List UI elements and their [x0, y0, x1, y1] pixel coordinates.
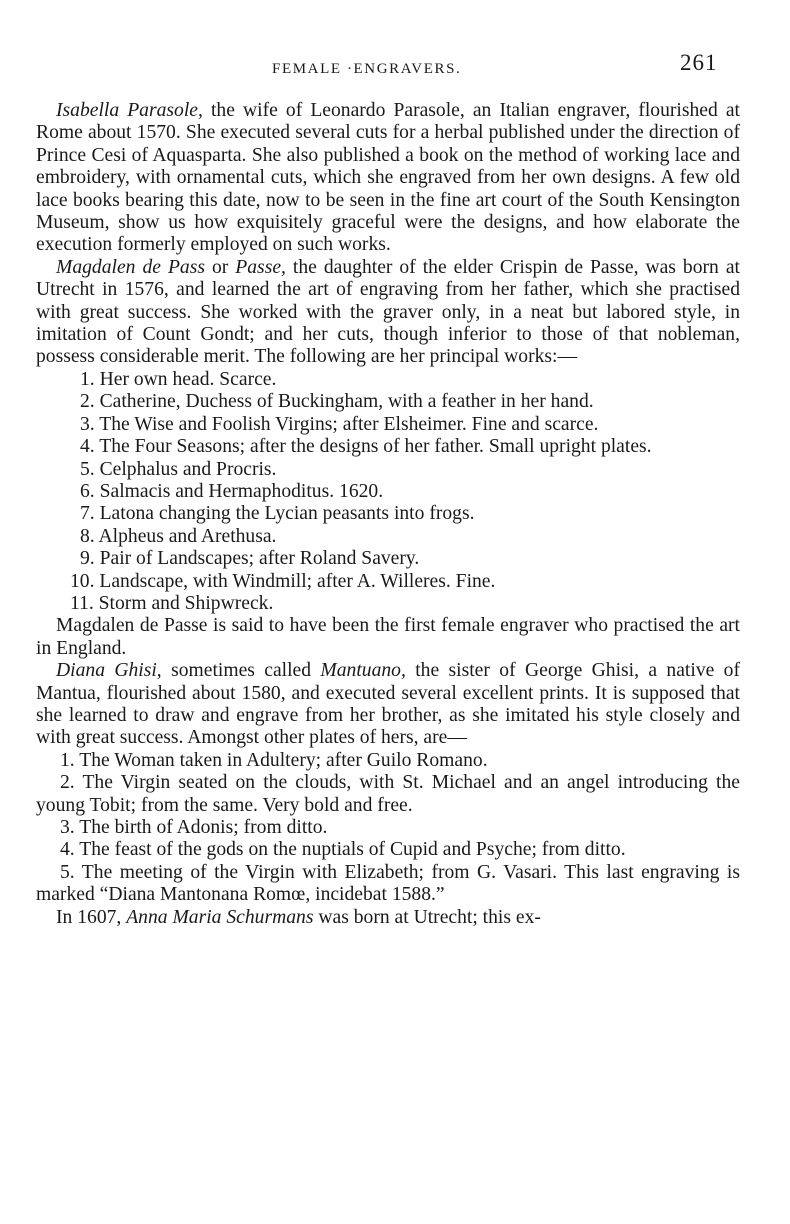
list-item: 1. Her own head. Scarce. [80, 368, 277, 390]
list-item: 4. The feast of the gods on the nuptials of Cupid and Psyche; from ditto. [60, 839, 626, 861]
paragraph-parasole [36, 100, 740, 257]
pass-works-list [36, 369, 740, 615]
list-item: 6. Salmacis and Hermaphoditus. 1620. [80, 480, 384, 502]
list-item: 1. The Woman taken in Adultery; after Guilo Romano. [60, 749, 488, 771]
name-diana-ghisi: Diana Ghisi, [56, 660, 162, 682]
list-item: 2. The Virgin seated on the clouds, with St. Michael and an angel introducing the young Tobit; from the same. Very bold and free. [36, 772, 740, 816]
schurmans-lead: In 1607, [56, 906, 127, 928]
list-item: 8. Alpheus and Arethusa. [80, 525, 277, 547]
name-mantuano: Mantuano, [320, 660, 406, 682]
list-item: 5. Celphalus and Procris. [80, 458, 277, 480]
list-item: 11. Storm and Shipwreck. [70, 592, 274, 614]
pass-or: or [204, 256, 236, 278]
schurmans-text: was born at Utrecht; this ex- [313, 906, 541, 928]
pass-text: the daughter of the elder Crispin de Passe, was born at Utrecht in 1576, and learned the art of engraving from her father, which she practised with great success. She worked with the graver only, in a neat but labored style, in imitation of Count Gondt; and her cuts, though inferior to those of that nobleman, possess considerable merit. The following are her principal works:— [36, 256, 740, 368]
list-item: 10. Landscape, with Windmill; after A. Willeres. Fine. [70, 570, 496, 592]
name-magdalen-de-pass: Magdalen de Pass [56, 256, 205, 278]
name-anna-maria-schurmans: Anna Maria Schurmans [126, 906, 314, 928]
list-item: 3. The birth of Adonis; from ditto. [60, 817, 328, 838]
parasole-text: the wife of Leonardo Parasole, an Italian engraver, flourished at Rome about 1570. She executed several cuts for a herbal published under the direction of Prince Cesi of Aquasparta. She also published a book on the method of working lace and embroidery, with ornamental cuts, which she engraved from her own designs. A few old lace books bearing this date, now to be seen in the fine art court of the South Kensington Museum, show us how exquisitely graceful were the designs, and how elaborate the execution formerly employed on such works. [36, 100, 741, 256]
list-item: 7. Latona changing the Lycian peasants into frogs. [80, 503, 475, 525]
ghisi-text-1: sometimes called [161, 660, 321, 682]
list-item: 2. Catherine, Duchess of Buckingham, with a feather in her hand. [80, 391, 594, 413]
name-isabella-parasole: Isabella Parasole, [56, 100, 203, 121]
list-item: 9. Pair of Landscapes; after Roland Savery. [80, 548, 420, 570]
paragraph-magdalen-de-pass [36, 257, 740, 369]
page-header [0, 52, 790, 80]
ghisi-text-2: the sister of George Ghisi, a native of Mantua, flourished about 1580, and executed several excellent prints. It is supposed that she learned to draw and engrave from her brother, as she imitated his style closely and with great success. Amongst other plates of hers, are— [36, 660, 740, 749]
list-item: 4. The Four Seasons; after the designs of her father. Small upright plates. [80, 436, 652, 458]
list-item: 5. The meeting of the Virgin with Elizabeth; from G. Vasari. This last engraving is marked “Diana Mantonana Romœ, incidebat 1588.” [36, 861, 740, 906]
running-head: FEMALE ·ENGRAVERS. [272, 61, 462, 77]
name-passe: Passe, [235, 256, 286, 278]
ghisi-works-list [36, 750, 740, 907]
page-number: 261 [680, 50, 718, 75]
paragraph-pass-note: Magdalen de Passe is said to have been the first female engraver who practised the art in England. [36, 615, 740, 659]
page-body [36, 100, 740, 929]
paragraph-schurmans [36, 907, 740, 929]
list-item: 3. The Wise and Foolish Virgins; after Elsheimer. Fine and scarce. [80, 413, 599, 435]
paragraph-diana-ghisi [36, 660, 740, 750]
